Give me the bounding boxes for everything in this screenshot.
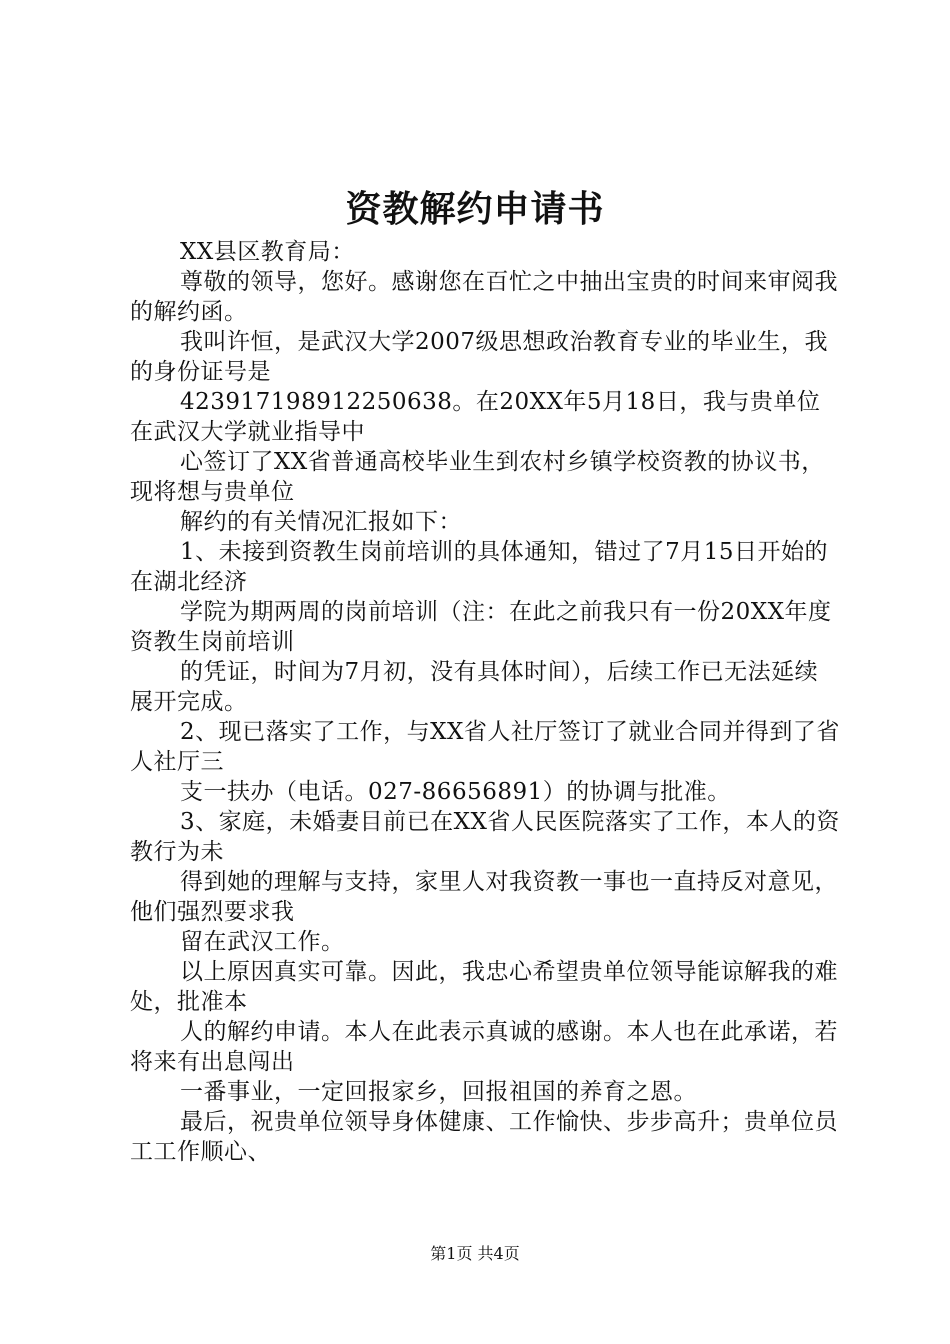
paragraph: 心签订了XX省普通高校毕业生到农村乡镇学校资教的协议书，现将想与贵单位	[130, 449, 825, 505]
paragraph: 得到她的理解与支持，家里人对我资教一事也一直持反对意见，他们强烈要求我	[130, 869, 838, 925]
paragraph: 3、家庭，未婚妻目前已在XX省人民医院落实了工作，本人的资教行为未	[130, 809, 840, 865]
paragraph: 1、未接到资教生岗前培训的具体通知，错过了7月15日开始的在湖北经济	[130, 539, 829, 595]
paragraph-salutation: XX县区教育局：	[180, 239, 355, 265]
document-title: 资教解约申请书	[345, 188, 605, 230]
paragraph: 学院为期两周的岗前培训（注：在此之前我只有一份20XX年度资教生岗前培训	[130, 599, 832, 655]
paragraph: 2、现已落实了工作，与XX省人社厅签订了就业合同并得到了省人社厅三	[130, 719, 840, 775]
paragraph: 423917198912250638。在20XX年5月18日，我与贵单位在武汉大学就业指导中	[130, 389, 821, 445]
paragraph: 我叫许恒，是武汉大学2007级思想政治教育专业的毕业生，我的身份证号是	[130, 329, 829, 385]
paragraph: 最后，祝贵单位领导身体健康、工作愉快、步步高升；贵单位员工工作顺心、	[130, 1109, 838, 1165]
paragraph: 人的解约申请。本人在此表示真诚的感谢。本人也在此承诺，若将来有出息闯出	[130, 1019, 838, 1075]
paragraph: 的凭证，时间为7月初，没有具体时间），后续工作已无法延续展开完成。	[130, 659, 819, 715]
paragraph: 尊敬的领导，您好。感谢您在百忙之中抽出宝贵的时间来审阅我的解约函。	[130, 269, 838, 325]
page-number-footer: 第1页 共4页	[430, 1244, 520, 1263]
paragraph: 解约的有关情况汇报如下：	[180, 509, 462, 535]
paragraph: 支一扶办（电话。027-86656891）的协调与批准。	[180, 779, 731, 805]
paragraph: 以上原因真实可靠。因此，我忠心希望贵单位领导能谅解我的难处，批准本	[130, 959, 838, 1015]
document-body	[130, 237, 840, 1167]
paragraph: 留在武汉工作。	[180, 929, 345, 955]
paragraph: 一番事业，一定回报家乡，回报祖国的养育之恩。	[180, 1079, 697, 1105]
